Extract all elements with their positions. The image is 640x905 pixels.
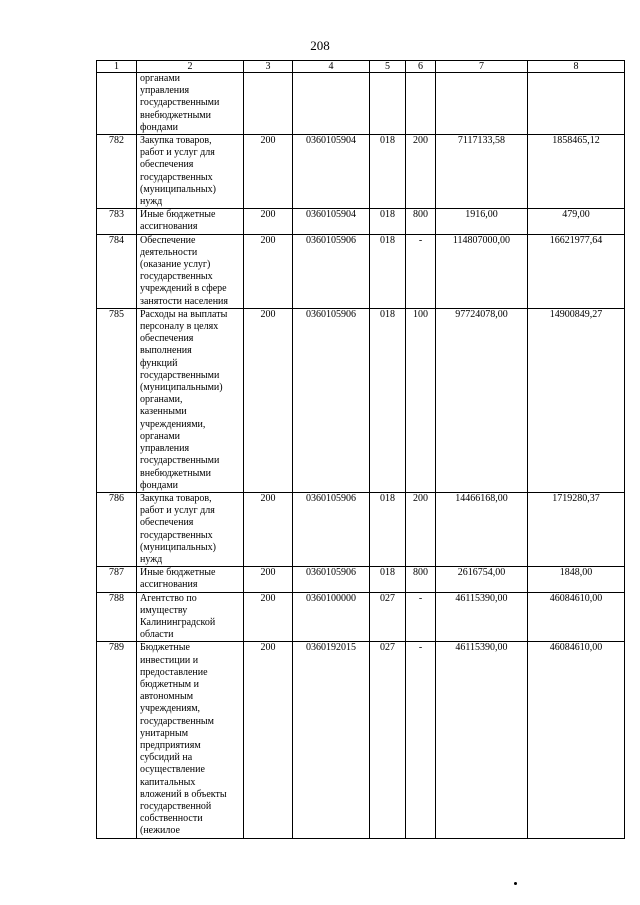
header-col-3: 3 bbox=[244, 61, 293, 73]
row-col-7: 114807000,00 bbox=[436, 234, 528, 308]
table-row bbox=[97, 73, 625, 135]
row-col-5: 018 bbox=[370, 567, 406, 592]
header-col-8: 8 bbox=[528, 61, 625, 73]
row-col-4: 0360105904 bbox=[293, 209, 370, 234]
row-col-5: 018 bbox=[370, 492, 406, 566]
row-col-5: 027 bbox=[370, 642, 406, 838]
row-col-8: 479,00 bbox=[528, 209, 625, 234]
row-col-8 bbox=[528, 73, 625, 135]
table-row bbox=[97, 135, 625, 209]
row-col-3: 200 bbox=[244, 234, 293, 308]
row-name: Иные бюджетные ассигнования bbox=[137, 567, 244, 592]
row-col-4: 0360105906 bbox=[293, 308, 370, 492]
row-col-3: 200 bbox=[244, 592, 293, 642]
header-row bbox=[97, 61, 625, 73]
row-col-4: 0360105906 bbox=[293, 567, 370, 592]
row-col-6: 200 bbox=[406, 135, 436, 209]
row-col-6: - bbox=[406, 592, 436, 642]
row-col-3: 200 bbox=[244, 135, 293, 209]
row-name: Агентство по имуществу Калининградской области bbox=[137, 592, 244, 642]
row-col-4: 0360105906 bbox=[293, 234, 370, 308]
table-row bbox=[97, 492, 625, 566]
row-col-8: 46084610,00 bbox=[528, 592, 625, 642]
page-number: 208 bbox=[310, 38, 330, 53]
row-col-8: 1719280,37 bbox=[528, 492, 625, 566]
row-col-8: 46084610,00 bbox=[528, 642, 625, 838]
row-col-6: 800 bbox=[406, 209, 436, 234]
row-number: 785 bbox=[97, 308, 137, 492]
table-row bbox=[97, 642, 625, 838]
header-col-2: 2 bbox=[137, 61, 244, 73]
row-col-5: 018 bbox=[370, 234, 406, 308]
table-row bbox=[97, 234, 625, 308]
row-name: Закупка товаров, работ и услуг для обеспечения государственных (муниципальных) нужд bbox=[137, 492, 244, 566]
row-col-6: 200 bbox=[406, 492, 436, 566]
header-col-4: 4 bbox=[293, 61, 370, 73]
row-col-3: 200 bbox=[244, 209, 293, 234]
row-name: Закупка товаров, работ и услуг для обеспечения государственных (муниципальных) нужд bbox=[137, 135, 244, 209]
row-col-3: 200 bbox=[244, 567, 293, 592]
row-col-5 bbox=[370, 73, 406, 135]
row-name: Обеспечение деятельности (оказание услуг) государственных учреждений в сфере занятости населения bbox=[137, 234, 244, 308]
row-col-8: 14900849,27 bbox=[528, 308, 625, 492]
table-row bbox=[97, 209, 625, 234]
row-col-5: 018 bbox=[370, 135, 406, 209]
row-col-3 bbox=[244, 73, 293, 135]
row-col-4: 0360105904 bbox=[293, 135, 370, 209]
row-number: 782 bbox=[97, 135, 137, 209]
row-number: 789 bbox=[97, 642, 137, 838]
row-col-5: 018 bbox=[370, 209, 406, 234]
row-col-7: 97724078,00 bbox=[436, 308, 528, 492]
row-number: 788 bbox=[97, 592, 137, 642]
row-name: Расходы на выплаты персоналу в целях обеспечения выполнения функций государственными (муниципальными) органами, казенными учреждениями, органами управления государственными внебюджетными фондами bbox=[137, 308, 244, 492]
row-col-6: - bbox=[406, 642, 436, 838]
row-col-8: 16621977,64 bbox=[528, 234, 625, 308]
header-col-5: 5 bbox=[370, 61, 406, 73]
row-col-7: 46115390,00 bbox=[436, 592, 528, 642]
header-col-6: 6 bbox=[406, 61, 436, 73]
row-number: 784 bbox=[97, 234, 137, 308]
row-col-4: 0360105906 bbox=[293, 492, 370, 566]
row-name: Бюджетные инвестиции и предоставление бюджетным и автономным учреждениям, государственным унитарным предприятиям субсидий на осуществление капитальных вложений в объекты государственной собственности (нежилое bbox=[137, 642, 244, 838]
table-row bbox=[97, 308, 625, 492]
row-col-7: 46115390,00 bbox=[436, 642, 528, 838]
table-row bbox=[97, 567, 625, 592]
row-number bbox=[97, 73, 137, 135]
row-number: 783 bbox=[97, 209, 137, 234]
row-col-7: 7117133,58 bbox=[436, 135, 528, 209]
row-col-6: - bbox=[406, 234, 436, 308]
budget-table bbox=[96, 60, 625, 839]
row-col-4 bbox=[293, 73, 370, 135]
row-name: органами управления государственными внебюджетными фондами bbox=[137, 73, 244, 135]
header-col-7: 7 bbox=[436, 61, 528, 73]
header-col-1: 1 bbox=[97, 61, 137, 73]
row-col-4: 0360192015 bbox=[293, 642, 370, 838]
row-col-4: 0360100000 bbox=[293, 592, 370, 642]
row-col-8: 1858465,12 bbox=[528, 135, 625, 209]
row-col-3: 200 bbox=[244, 308, 293, 492]
row-col-5: 018 bbox=[370, 308, 406, 492]
row-col-7: 1916,00 bbox=[436, 209, 528, 234]
row-col-3: 200 bbox=[244, 642, 293, 838]
row-col-5: 027 bbox=[370, 592, 406, 642]
row-number: 786 bbox=[97, 492, 137, 566]
row-col-6: 800 bbox=[406, 567, 436, 592]
row-number: 787 bbox=[97, 567, 137, 592]
row-col-3: 200 bbox=[244, 492, 293, 566]
row-col-7 bbox=[436, 73, 528, 135]
stray-mark bbox=[514, 882, 517, 885]
row-col-7: 2616754,00 bbox=[436, 567, 528, 592]
row-col-6 bbox=[406, 73, 436, 135]
row-col-7: 14466168,00 bbox=[436, 492, 528, 566]
row-name: Иные бюджетные ассигнования bbox=[137, 209, 244, 234]
table-row bbox=[97, 592, 625, 642]
row-col-8: 1848,00 bbox=[528, 567, 625, 592]
row-col-6: 100 bbox=[406, 308, 436, 492]
